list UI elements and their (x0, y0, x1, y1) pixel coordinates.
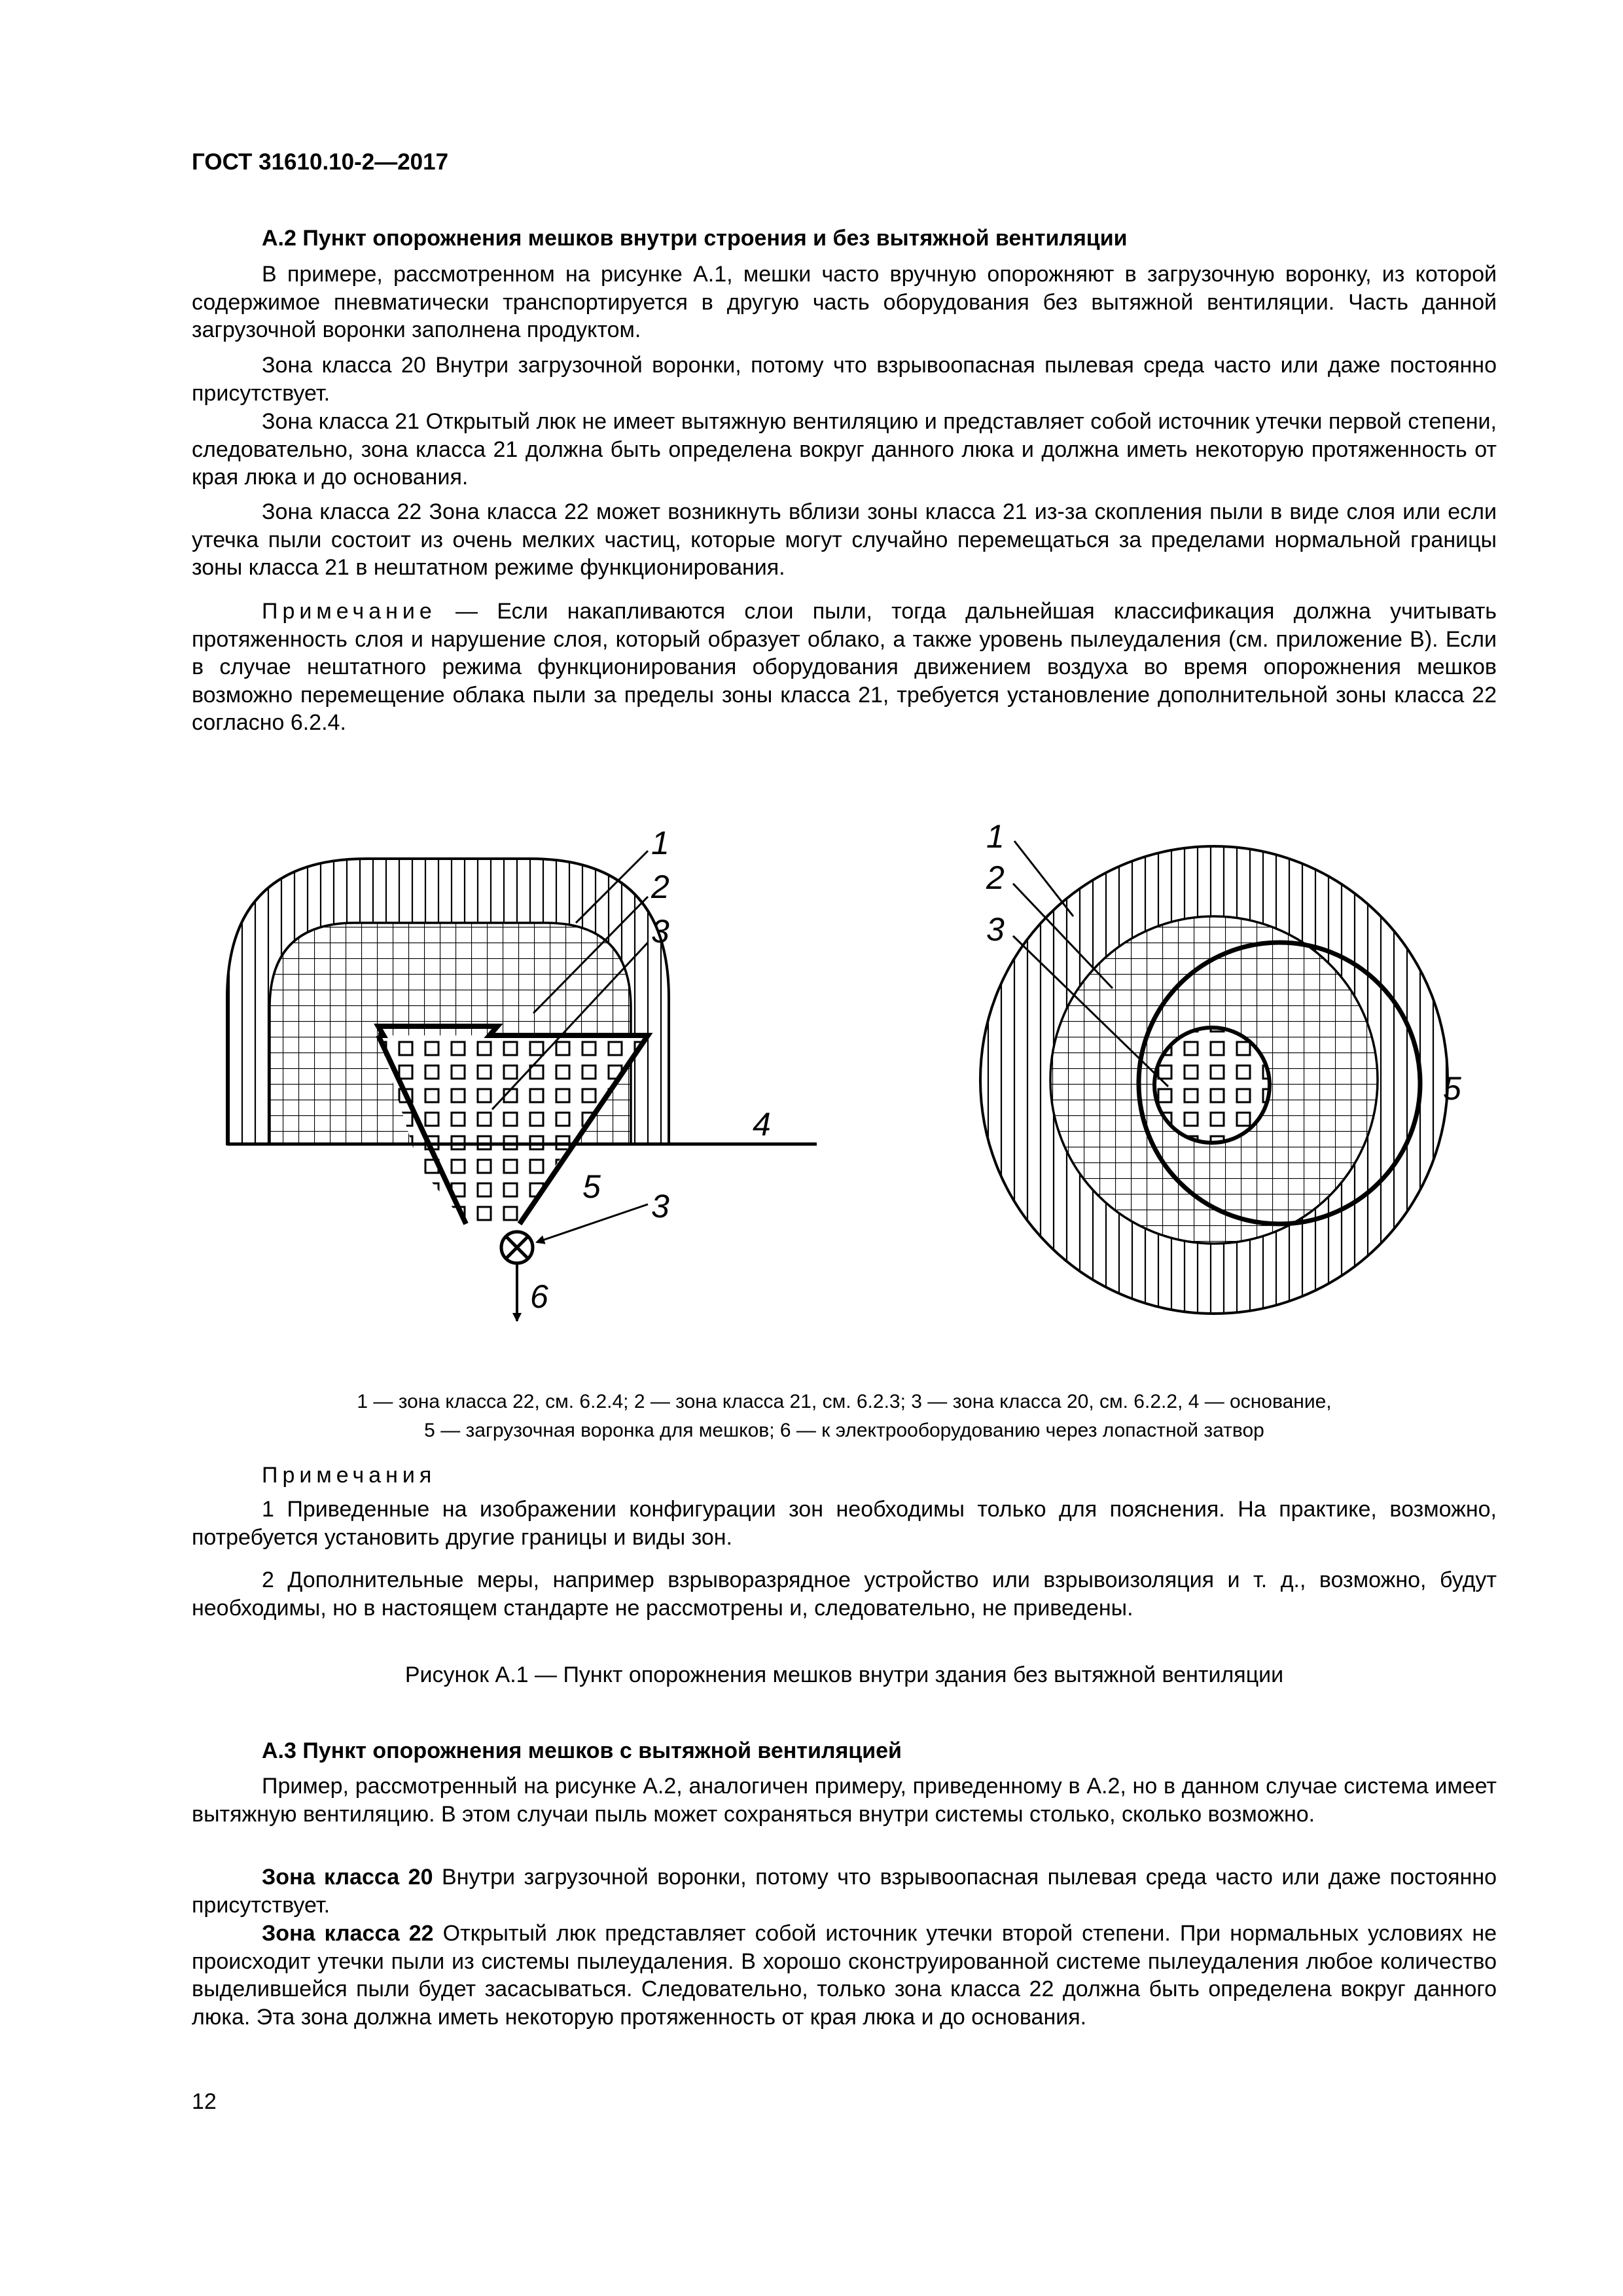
notes-heading: Примечания (262, 1463, 437, 1488)
label-6-left: 6 (530, 1278, 548, 1315)
zone-20-paragraph: Зона класса 20 Внутри загрузочной воронки, потому что взрывоопасная пылевая среда часто или даже постоянно присутствует. (192, 353, 1497, 406)
label-2-left: 2 (651, 869, 669, 905)
page-number: 12 (192, 2089, 217, 2114)
a3-zone-22-label: Зона класса 22 (262, 1921, 434, 1946)
note-label: Примечание (262, 599, 437, 624)
figure-title: Рисунок А.1 — Пункт опорожнения мешков внутри здания без вытяжной вентиляции (404, 1662, 1284, 1687)
zone-21-paragraph: Зона класса 21 Открытый люк не имеет вытяжную вентиляцию и представляет собой источник утечки первой степени, следовательно, зона класса 21 должна быть определена вокруг данного люка и должна иметь некоторую протяженность от края люка и до основания. (192, 409, 1497, 490)
figure-caption-line-1: 1 — зона класса 22, см. 6.2.4; 2 — зона класса 21, см. 6.2.3; 3 — зона класса 20, см. 6.2.2, 4 — основание, (357, 1391, 1332, 1412)
zone-20-circle (1154, 1028, 1270, 1143)
document-code: ГОСТ 31610.10-2—2017 (192, 149, 449, 175)
leader-right-1 (1014, 841, 1073, 916)
label-5-right: 5 (1443, 1070, 1461, 1107)
label-5-left: 5 (582, 1168, 601, 1205)
section-a2-paragraph: В примере, рассмотренном на рисунке А.1, мешки часто вручную опорожняют в загрузочную воронку, из которой содержимое пневматически транспортируется в другую часть оборудования без вытяжной вентиляции. Часть данной загрузочной воронки заполнена продуктом. (192, 262, 1497, 342)
section-a2-title: А.2 Пункт опорожнения мешков внутри строения и без вытяжной вентиляции (262, 226, 1128, 251)
section-a3-title: А.3 Пункт опорожнения мешков с вытяжной вентиляцией (262, 1738, 902, 1763)
label-1-left: 1 (651, 825, 669, 861)
label-4-left: 4 (753, 1106, 771, 1143)
section-a3-paragraph: Пример, рассмотренный на рисунке А.2, аналогичен примеру, приведенному в А.2, но в данном случае система имеет вытяжную вентиляцию. В этом случаи пыль может сохраняться внутри системы столько, сколько возможно. (192, 1774, 1497, 1827)
label-3b-left: 3 (651, 1188, 669, 1225)
a3-zone-22-text: Открытый люк представляет собой источник утечки второй степени. При нормальных условиях не происходит утечки пыли из системы пылеудаления. В хорошо сконструированной системе пылеудаления любое количество выделившейся пыли будет засасываться. Следовательно, только зона класса 22 должна быть определена вокруг данного люка. Эта зона должна иметь некоторую протяженность от края люка и до основания. (192, 1921, 1497, 2030)
a3-zone-20-paragraph (192, 1863, 1497, 1919)
a3-zone-20-label: Зона класса 20 (262, 1865, 433, 1890)
label-3-left: 3 (651, 913, 669, 950)
figure-note-2: 2 Дополнительные меры, например взрыворазрядное устройство или взрывоизоляция и т. д., возможно, будут необходимы, но в настоящем стандарте не рассмотрены и, следовательно, не приведены. (192, 1568, 1497, 1621)
leader-line-3b (537, 1204, 648, 1242)
label-2-right: 2 (986, 859, 1005, 896)
figure-note-1: 1 Приведенные на изображении конфигурации зон необходимы только для пояснения. На практике, возможно, потребуется установить другие границы и виды зон. (192, 1497, 1497, 1550)
a3-zone-20-text: Внутри загрузочной воронки, потому что взрывоопасная пылевая среда часто или даже постоянно присутствует. (192, 1865, 1497, 1918)
zone-22-paragraph: Зона класса 22 Зона класса 22 может возникнуть вблизи зоны класса 21 из-за скопления пыли в виде слоя или если утечка пыли состоит из очень мелких частиц, которые могут случайно перемещаться за пределами нормальной границы зоны класса 21 в нештатном режиме функционирования. (192, 499, 1497, 580)
label-1-right: 1 (986, 818, 1005, 855)
right-plan-view-diagram (980, 818, 1461, 1314)
left-cross-section-diagram (227, 825, 817, 1321)
label-3-right: 3 (986, 911, 1005, 948)
figure-caption-line-2: 5 — загрузочная воронка для мешков; 6 — к электрооборудованию через лопастной затвор (424, 1420, 1264, 1441)
rotary-valve-icon (501, 1232, 533, 1263)
a3-zone-22-paragraph (192, 1920, 1497, 2031)
note-text: — Если накапливаются слои пыли, тогда дальнейшая классификация должна учитывать протяженность слоя и нарушение слоя, который образует облако, а также уровень пылеудаления (см. приложение В). Если в случае нештатного режима функционирования оборудования движением воздуха во время опорожнения мешков возможно перемещение облака пыли за пределы зоны класса 21, требуется установление дополнительной зоны класса 22 согласно 6.2.4. (192, 599, 1497, 735)
